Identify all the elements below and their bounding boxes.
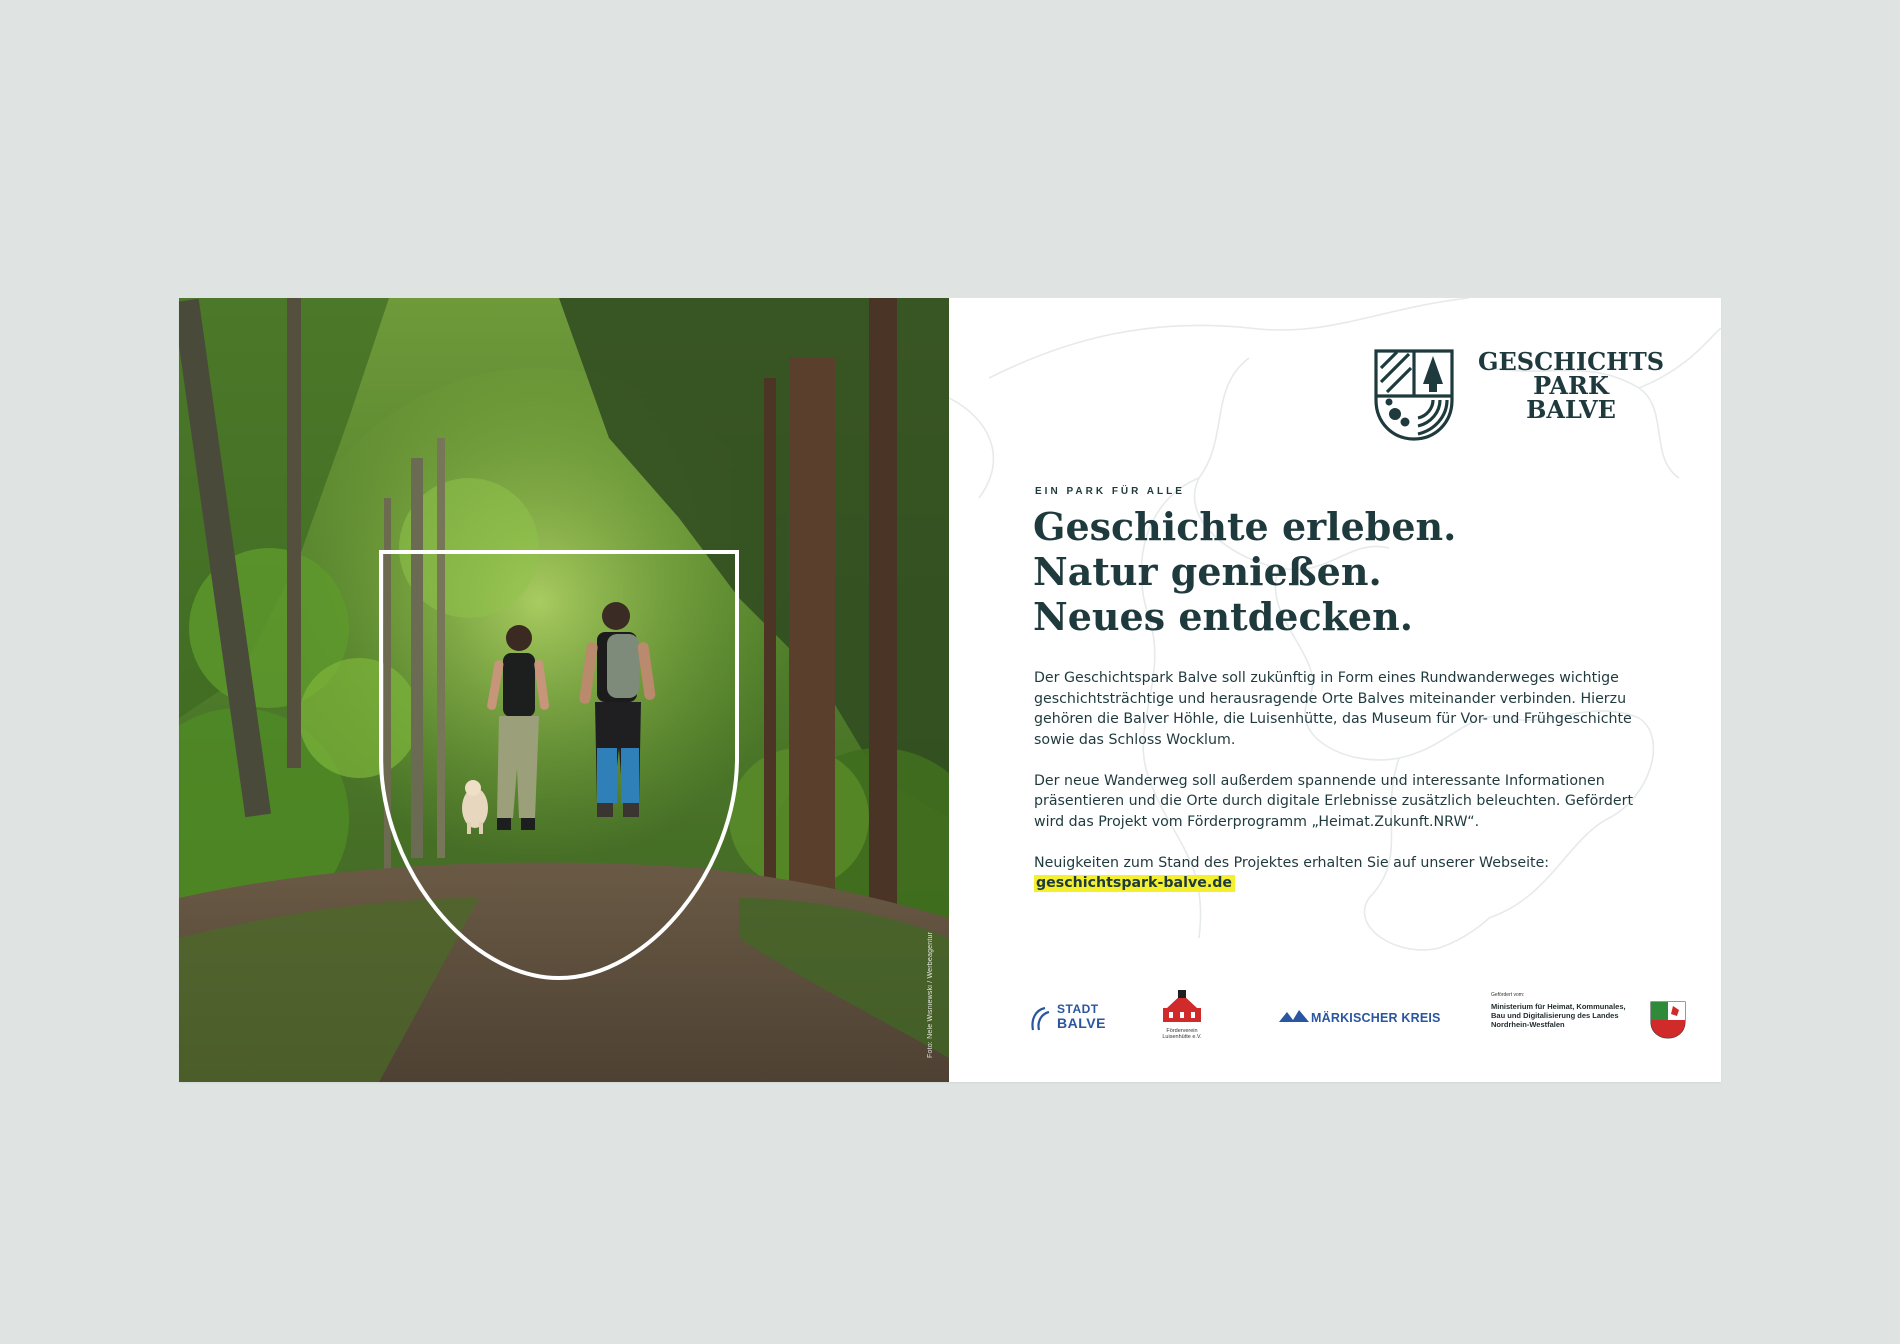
maerkischer-label: MÄRKISCHER KREIS — [1311, 1011, 1441, 1025]
logo-line-2: PARK — [1533, 371, 1609, 400]
headline — [1033, 504, 1673, 639]
foerderverein-building-icon — [1157, 988, 1207, 1026]
headline-line-1: Geschichte erleben. — [1033, 504, 1457, 549]
nrw-coat-of-arms-icon — [1649, 1000, 1687, 1040]
eyebrow-label: EIN PARK FÜR ALLE — [1035, 486, 1185, 497]
partner-logos — [1029, 988, 1669, 1044]
maerkischer-kreis-icon — [1279, 1006, 1309, 1024]
foerderverein-label: Förderverein Luisenhütte e.V. — [1162, 1028, 1202, 1040]
body-paragraph-3 — [1034, 853, 1644, 894]
nrw-funded-by: Gefördert vom: — [1491, 992, 1525, 998]
logo-wordmark — [1471, 347, 1671, 424]
maerkischer-kreis-logo — [1279, 1006, 1449, 1030]
headline-line-3: Neues entdecken. — [1033, 594, 1413, 639]
stadt-balve-logo — [1029, 1002, 1109, 1036]
stadt-balve-icon — [1029, 1004, 1055, 1034]
headline-line-2: Natur genießen. — [1033, 549, 1382, 594]
body-paragraph-1: Der Geschichtspark Balve soll zukünftig in Form eines Rundwanderweges wichtige geschichtsträchtige und herausragende Orte Balves miteinander verbinden. Hierzu gehören die Balver Höhle, die Luisenhütte, das Museum für Vor- und Frühgeschichte sowie das Schloss Wocklum. — [1034, 670, 1632, 748]
nrw-ministry-label: Ministerium für Heimat, Kommunales, Bau und Digitalisierung des Landes Nordrhein-Westfalen — [1491, 1002, 1626, 1029]
website-intro: Neuigkeiten zum Stand des Projektes erhalten Sie auf unserer Webseite: — [1034, 854, 1550, 871]
poster-card — [179, 298, 1721, 1082]
logo-line-1: GESCHICHTS — [1477, 347, 1665, 376]
foerderverein-logo — [1157, 988, 1217, 1044]
stadt-line-1: STADT — [1057, 1002, 1099, 1016]
geschichtspark-logo — [1373, 348, 1673, 444]
stadt-line-2: BALVE — [1057, 1015, 1106, 1031]
forest-photo — [179, 298, 949, 1082]
shield-crest-icon — [1373, 348, 1455, 442]
body-paragraph-2: Der neue Wanderweg soll außerdem spannende und interessante Informationen präsentieren und die Orte durch digitale Erlebnisse zusätzlich beleuchten. Gefördert wird das Projekt vom Förderprogramm „Heimat.Zukunft.NRW“. — [1034, 772, 1634, 830]
info-panel — [949, 298, 1721, 1082]
logo-line-3: BALVE — [1526, 395, 1616, 424]
photo-credit: Foto: Nele Wisniewski / Werbeagentur — [927, 931, 934, 1058]
forest-path-illustration — [179, 298, 949, 1082]
nrw-ministry-logo — [1491, 992, 1671, 1044]
website-link[interactable]: geschichtspark-balve.de — [1034, 875, 1235, 892]
body-text — [1034, 668, 1644, 894]
